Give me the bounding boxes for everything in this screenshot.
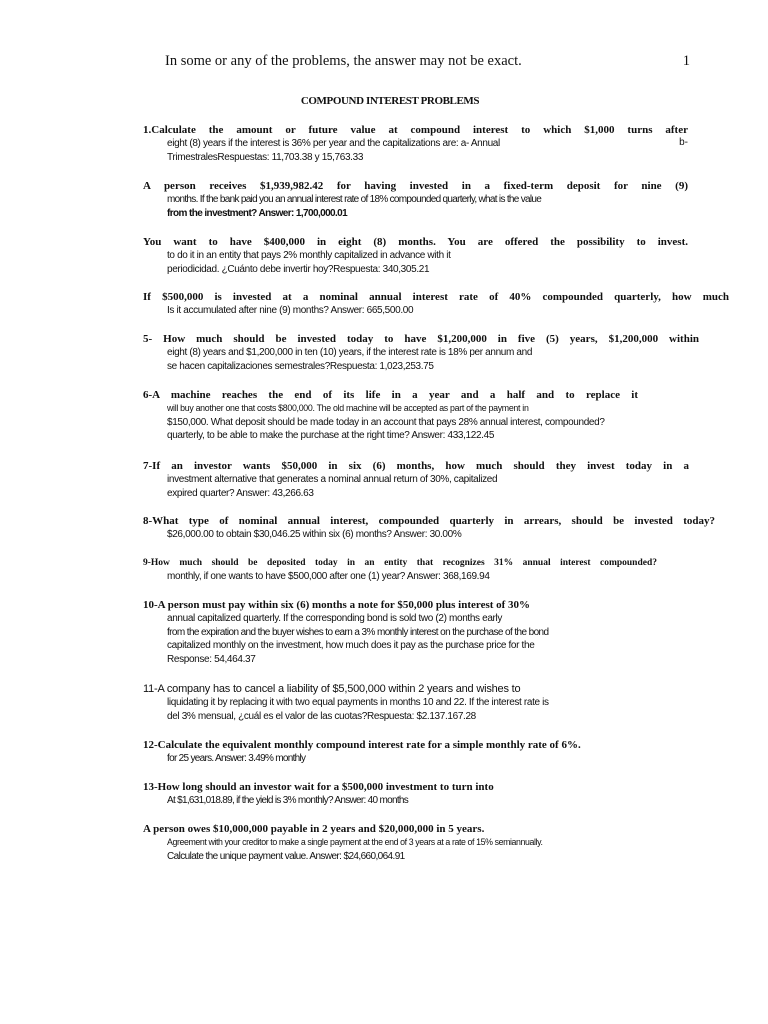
problem-9 <box>143 556 657 584</box>
problem-answer: expired quarter? Answer: 43,266.63 <box>167 487 314 499</box>
problem-answer: monthly, if one wants to have $500,000 after one (1) year? Answer: 368,169.94 <box>167 571 490 582</box>
problem-statement: If $500,000 is invested at a nominal annual interest rate of 40% compounded quarterly, how much <box>143 291 729 303</box>
problem-statement: 11-A company has to cancel a liability of $5,500,000 within 2 years and wishes to <box>143 683 521 695</box>
problem-line: eight (8) years and $1,200,000 in ten (10) years, if the interest rate is 18% per annum and <box>167 347 533 358</box>
problem-8 <box>143 514 715 542</box>
problem-line: months. If the bank paid you an annual interest rate of 18% compounded quarterly, what is the value <box>167 194 542 205</box>
problem-2 <box>143 179 688 220</box>
problem-answer: Is it accumulated after nine (9) months? Answer: 665,500.00 <box>167 305 414 316</box>
problem-line: will buy another one that costs $800,000. The old machine will be accepted as part of the payment in <box>167 403 529 413</box>
problem-statement: 10-A person must pay within six (6) months a note for $50,000 plus interest of 30% <box>143 599 531 611</box>
problem-statement: 7-If an investor wants $50,000 in six (6) months, how much should they invest today in a <box>143 460 689 472</box>
problem-statement: A person receives $1,939,982.42 for having invested in a fixed-term deposit for nine (9) <box>143 180 688 192</box>
problem-line: investment alternative that generates a nominal annual return of 30%, capitalized <box>167 474 498 485</box>
problem-answer: TrimestralesRespuestas: 11,703.38 y 15,763.33 <box>167 151 364 163</box>
problem-statement: 12-Calculate the equivalent monthly compound interest rate for a simple monthly rate of 6%. <box>143 739 581 751</box>
problem-1 <box>143 123 688 164</box>
problem-line: liquidating it by replacing it with two equal payments in months 10 and 22. If the interest rate is <box>167 697 549 708</box>
problem-answer: se hacen capitalizaciones semestrales?Respuesta: 1,023,253.75 <box>167 360 434 372</box>
problem-answer: from the investment? Answer: 1,700,000.01 <box>167 207 348 219</box>
problem-answer: del 3% mensual, ¿cuál es el valor de las cuotas?Respuesta: $2.137.167.28 <box>167 710 476 722</box>
problem-statement: 13-How long should an investor wait for a $500,000 investment to turn into <box>143 781 494 793</box>
problem-7 <box>143 459 689 500</box>
problem-answer: for 25 years. Answer: 3.49% monthly <box>167 753 306 764</box>
header-note: In some or any of the problems, the answer may not be exact. <box>165 53 522 69</box>
problem-statement: 5- How much should be invested today to have $1,200,000 in five (5) years, $1,200,000 within <box>143 333 699 345</box>
problem-6 <box>143 388 638 443</box>
problem-answer: quarterly, to be able to make the purchase at the right time? Answer: 433,122.45 <box>167 430 495 441</box>
problem-13 <box>143 780 688 808</box>
problem-statement: 1.Calculate the amount or future value at compound interest to which $1,000 turns after <box>143 124 688 136</box>
problem-answer: periodicidad. ¿Cuánto debe invertir hoy?Respuesta: 340,305.21 <box>167 263 430 275</box>
problem-statement: 9-How much should be deposited today in an entity that recognizes 31% annual interest compounded? <box>143 558 657 568</box>
problem-11 <box>143 682 688 723</box>
problem-5 <box>143 332 699 373</box>
problem-line: capitalized monthly on the investment, how much does it pay as the purchase price for the <box>167 640 535 651</box>
problem-statement: 6-A machine reaches the end of its life in a year and a half and to replace it <box>143 389 638 401</box>
problem-line: from the expiration and the buyer wishes to earn a 3% monthly interest on the purchase of the bond <box>167 626 549 638</box>
problem-answer: Response: 54,464.37 <box>167 653 256 665</box>
problem-line: $150,000. What deposit should be made today in an account that pays 28% annual interest, compounded? <box>167 416 605 428</box>
problem-answer: Calculate the unique payment value. Answer: $24,660,064.91 <box>167 850 405 862</box>
problem-line: annual capitalized quarterly. If the corresponding bond is sold two (2) months early <box>167 613 503 624</box>
problem-3 <box>143 235 688 276</box>
problem-4 <box>143 290 729 318</box>
page-number: 1 <box>682 53 690 69</box>
problem-answer: $26,000.00 to obtain $30,046.25 within six (6) months? Answer: 30.00% <box>167 529 462 540</box>
option-b-label: b- <box>679 137 688 148</box>
problem-12 <box>143 738 688 766</box>
problem-14 <box>143 822 688 863</box>
problem-statement: A person owes $10,000,000 payable in 2 years and $20,000,000 in 5 years. <box>143 823 485 835</box>
page-title: COMPOUND INTEREST PROBLEMS <box>300 95 480 107</box>
problem-statement: 8-What type of nominal annual interest, compounded quarterly in arrears, should be invested today? <box>143 515 715 527</box>
problem-10 <box>143 598 688 666</box>
problem-statement: You want to have $400,000 in eight (8) months. You are offered the possibility to invest. <box>143 236 688 248</box>
problem-line: eight (8) years if the interest is 36% per year and the capitalizations are: a- Annual <box>167 138 500 149</box>
page-header <box>165 52 690 70</box>
problem-line: to do it in an entity that pays 2% monthly capitalized in advance with it <box>167 250 451 261</box>
problem-answer: At $1,631,018.89, if the yield is 3% monthly? Answer: 40 months <box>167 795 409 806</box>
problem-line: Agreement with your creditor to make a single payment at the end of 3 years at a rate of 15% semiannually. <box>167 837 543 847</box>
